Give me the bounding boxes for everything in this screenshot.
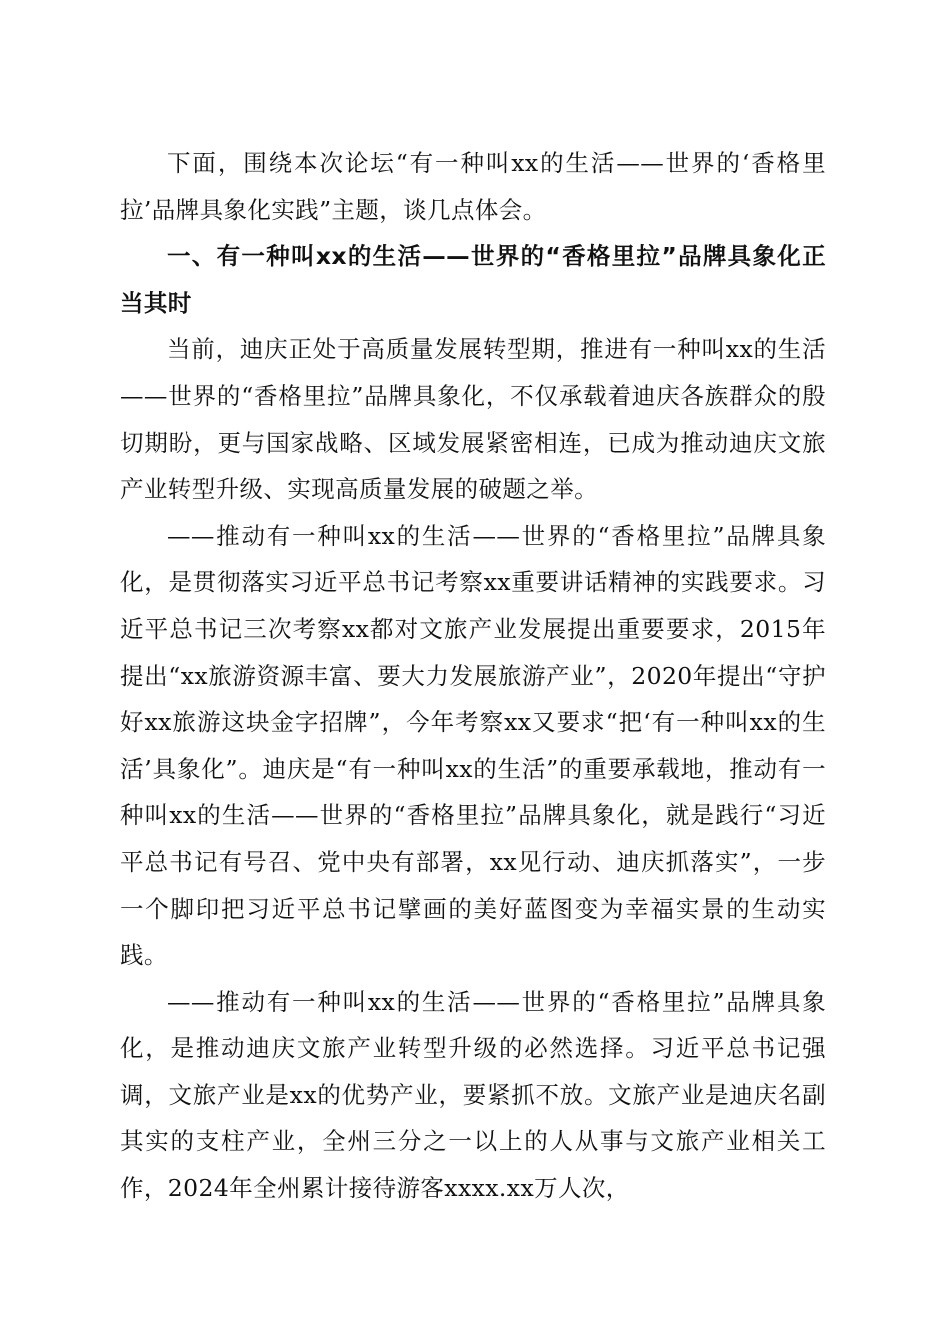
paragraph-intro: 下面，围绕本次论坛“有一种叫xx的生活——世界的‘香格里拉’品牌具象化实践”主题，谈几点体会。	[120, 149, 826, 224]
section-heading-1: 一、有一种叫xx的生活——世界的“香格里拉”品牌具象化正当其时	[120, 242, 826, 317]
paragraph-industry-upgrade: ——推动有一种叫xx的生活——世界的“香格里拉”品牌具象化，是推动迪庆文旅产业转型升级的必然选择。习近平总书记强调，文旅产业是xx的优势产业，要紧抓不放。文旅产业是迪庆名副其实的支柱产业，全州三分之一以上的人从事与文旅产业相关工作，2024年全州累计接待游客xxxx.xx万人次，	[120, 987, 826, 1203]
paragraph-current-situation: 当前，迪庆正处于高质量发展转型期，推进有一种叫xx的生活——世界的“香格里拉”品牌具象化，不仅承载着迪庆各族群众的殷切期盼，更与国家战略、区域发展紧密相连，已成为推动迪庆文旅产业转型升级、实现高质量发展的破题之举。	[120, 335, 826, 504]
document-body	[120, 140, 826, 1212]
paragraph-practice-requirement: ——推动有一种叫xx的生活——世界的“香格里拉”品牌具象化，是贯彻落实习近平总书记考察xx重要讲话精神的实践要求。习近平总书记三次考察xx都对文旅产业发展提出重要要求，2015年提出“xx旅游资源丰富、要大力发展旅游产业”，2020年提出“守护好xx旅游这块金字招牌”，今年考察xx又要求“把‘有一种叫xx的生活’具象化”。迪庆是“有一种叫xx的生活”的重要承载地，推动有一种叫xx的生活——世界的“香格里拉”品牌具象化，就是践行“习近平总书记有号召、党中央有部署，xx见行动、迪庆抓落实”，一步一个脚印把习近平总书记擘画的美好蓝图变为幸福实景的生动实践。	[120, 521, 826, 970]
